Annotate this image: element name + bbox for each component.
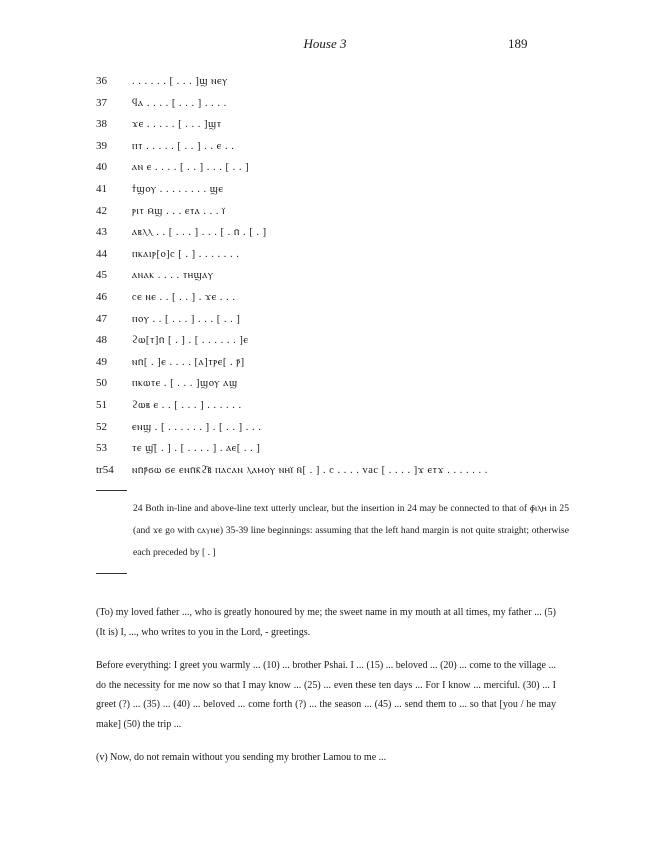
line-number: 53 — [96, 442, 107, 455]
text-line — [96, 287, 566, 309]
line-text: ϩⲱⲃ ⲉ . . [ . . . ] . . . . . . — [132, 399, 242, 411]
translation-paragraph-1 — [96, 603, 556, 642]
text-line — [96, 93, 566, 115]
line-text: ϩⲱ[ⲧ]ⲡ̄ [ . ] . [ . . . . . . ]ⲉ — [132, 335, 249, 347]
text-line — [96, 71, 566, 93]
line-number: 47 — [96, 312, 107, 325]
line-text: ⲥⲉ ⲛⲉ . . [ . . ] . ϫⲉ . . . — [132, 291, 236, 303]
line-text: ϥⲁ . . . . [ . . . ] . . . . — [132, 97, 227, 109]
line-text: ⲧⲉ ϣ̄[ . ] . [ . . . . ] . ⲁⲉ[ . . ] — [132, 443, 261, 455]
line-text: ⲣⲓⲧ ⲙ̄ϣ . . . ⲉⲧⲁ . . . ⲓ̈ — [132, 205, 226, 217]
text-line — [96, 265, 566, 287]
line-number: 46 — [96, 290, 107, 303]
line-number: 40 — [96, 161, 107, 174]
page-header-title: House 3 — [303, 36, 347, 51]
line-number: 43 — [96, 226, 107, 239]
line-number: 51 — [96, 398, 107, 411]
line-text: ϯϣⲟⲩ . . . . . . . . ϣⲉ — [132, 183, 224, 195]
translation-text-2: Before everything: I greet you warmly ... (10) ... brother Pshai. I ... (15) ... beloved ... (20) ... come to the village ... do the necessity for me now so that I may know ... (25) ... even these ten days ... For I know ... merciful. (30) ... I greet (?) ... (35) ... (40) ... beloved ... come forth (?) ... the season ... (45) ... send them to ... so that [you / he may make] (50) the trip ... — [96, 660, 556, 730]
text-line — [96, 201, 566, 223]
text-line — [96, 136, 566, 158]
line-text: ⲛⲡ̄[ . ]ⲉ . . . . [ⲁ]ⲧⲣⲉ[ . ⲣ̄] — [132, 356, 245, 368]
line-text: ⲁⲛ ⲉ . . . . [ . . ] . . . [ . . ] — [132, 162, 250, 174]
line-text: ⲡⲕⲱⲧⲉ . [ . . . ]ϣⲟⲩ ⲁϣ — [132, 378, 238, 390]
text-line — [96, 395, 566, 417]
line-number: 50 — [96, 377, 107, 390]
line-number: 44 — [96, 247, 107, 260]
line-number: 42 — [96, 204, 107, 217]
apparatus-note — [133, 498, 569, 564]
text-line — [96, 417, 566, 439]
line-number: 39 — [96, 139, 107, 152]
translation-paragraph-3 — [96, 748, 556, 768]
translation-paragraph-2 — [96, 656, 556, 734]
footnote-rule-top — [96, 490, 127, 491]
line-text: ⲛⲡ̄ⲣ̄ϭⲱ ϭⲉ ⲉⲛⲡ̄ⲕ̄ϩ̄ⲃ̄ ⲡⲁⲥⲁⲛ ⲗⲁⲙⲟⲩ ⲛⲏⲓ̈ ⲛ̄[ . ] . ⲥ . . . . vac [ . . . . ]ϫ ⲉⲧϫ . . . . . . . — [132, 464, 488, 476]
text-line — [96, 222, 566, 244]
line-number: tr54 — [96, 463, 114, 476]
text-line — [96, 244, 566, 266]
line-text: ⲉⲛϣ . [ . . . . . . ] . [ . . ] . . . — [132, 421, 262, 433]
line-text: ⲁⲛⲁⲕ . . . . ⲧⲏϣⲁⲩ — [132, 270, 214, 282]
line-number: 41 — [96, 182, 107, 195]
text-line — [96, 460, 566, 482]
line-number: 37 — [96, 96, 107, 109]
line-number: 48 — [96, 334, 107, 347]
text-line — [96, 309, 566, 331]
text-line — [96, 157, 566, 179]
line-text: ⲁⲃⲗⲗ . . [ . . . ] . . . [ . ⲡ̄ . [ . ] — [132, 227, 267, 239]
line-text: ⲡⲕⲁⲓⲣ[ⲟ]ⲥ [ . ] . . . . . . . — [132, 248, 240, 260]
line-number: 49 — [96, 355, 107, 368]
text-line — [96, 352, 566, 374]
line-text: ⲡⲧ . . . . . [ . . ] . . ⲉ . . — [132, 140, 235, 152]
line-text: . . . . . . [ . . . ]ϣ ⲛⲉⲩ — [132, 76, 228, 87]
line-number: 36 — [96, 75, 107, 87]
page-number: 189 — [508, 36, 528, 51]
text-line — [96, 330, 566, 352]
line-text: ϫⲉ . . . . . [ . . . ]ϣⲧ — [132, 119, 222, 131]
coptic-text-lines — [96, 71, 566, 481]
translation-text-3: (v) Now, do not remain without you sending my brother Lamou to me ... — [96, 752, 387, 763]
footnote-rule-bottom — [96, 573, 127, 574]
line-number: 45 — [96, 269, 107, 282]
translation-text-1: (To) my loved father ..., who is greatly honoured by me; the sweet name in my mouth at all times, my father ... (5) (It is) I, ..., who writes to you in the Lord, - greetings. — [96, 607, 556, 638]
apparatus-note-text: 24 Both in-line and above-line text utterly unclear, but the insertion in 24 may be connected to that of ⲫ̄ⲓⲗⲏ in 25 (and ϫⲉ go with ⲥⲁⲩⲛⲉ) 35-39 line beginnings: assuming that the left hand margin is not quite straight; otherwise each preceded by [ . ] — [133, 503, 569, 558]
text-line — [96, 438, 566, 460]
line-number: 38 — [96, 118, 107, 131]
text-line — [96, 373, 566, 395]
line-number: 52 — [96, 420, 107, 433]
line-text: ⲡⲟⲩ . . [ . . . ] . . . [ . . ] — [132, 313, 241, 325]
text-line — [96, 179, 566, 201]
text-line — [96, 114, 566, 136]
